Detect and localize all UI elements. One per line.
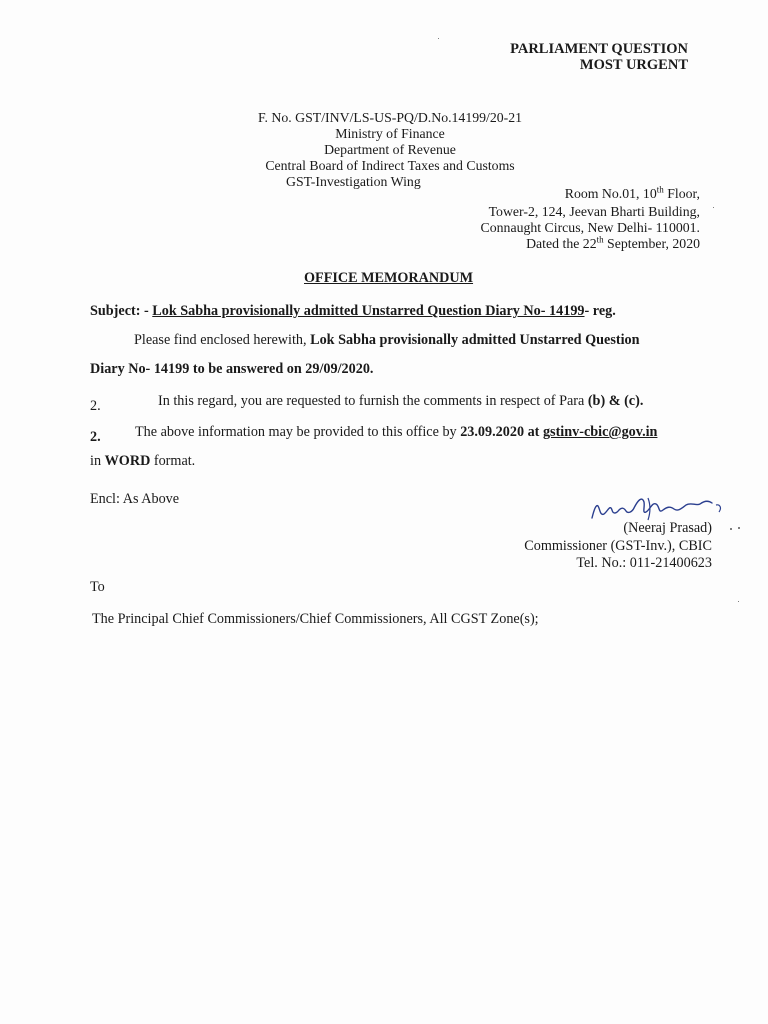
para2-text: In this regard, you are requested to furnish the comments in respect of Para (b) & (c). xyxy=(158,393,644,409)
subject-suffix: - reg. xyxy=(584,303,616,319)
subject-label: Subject: - xyxy=(90,303,153,319)
file-number: F. No. GST/INV/LS-US-PQ/D.No.14199/20-21 xyxy=(257,110,523,125)
wing-name: GST-Investigation Wing xyxy=(286,174,421,189)
address-block xyxy=(481,186,700,252)
header-line-1: PARLIAMENT QUESTION xyxy=(510,41,688,57)
room-line: Room No.01, 10th Floor, xyxy=(564,184,700,201)
enclosure-line: Encl: As Above xyxy=(90,491,180,507)
signatory-tel: Tel. No.: 011-21400623 xyxy=(576,555,712,571)
para3-text: The above information may be provided to this office by 23.09.2020 at gstinv-cbic@gov.in xyxy=(135,424,658,440)
para3-number: 2. xyxy=(90,429,101,445)
tower-line: Tower-2, 124, Jeevan Bharti Building, xyxy=(488,204,700,219)
circus-line: Connaught Circus, New Delhi- 110001. xyxy=(480,220,700,235)
signatory-name: (Neeraj Prasad) xyxy=(623,520,712,536)
dated-line: Dated the 22th September, 2020 xyxy=(526,234,700,251)
para1-line1: Please find enclosed herewith, Lok Sabha provisionally admitted Unstarred Question xyxy=(134,332,640,348)
signatory-designation: Commissioner (GST-Inv.), CBIC xyxy=(524,538,712,554)
parliament-question-label xyxy=(510,41,688,73)
ministry-name: Ministry of Finance xyxy=(335,126,445,141)
subject-line xyxy=(90,303,616,320)
para2-number: 2. xyxy=(90,398,101,414)
header-line-2: MOST URGENT xyxy=(579,57,688,73)
to-label: To xyxy=(90,579,105,595)
para1-line2: Diary No- 14199 to be answered on 29/09/2020. xyxy=(90,361,374,377)
ministry-block xyxy=(230,110,550,190)
board-name: Central Board of Indirect Taxes and Customs xyxy=(265,158,515,173)
department-name: Department of Revenue xyxy=(324,142,456,157)
subject-text: Lok Sabha provisionally admitted Unstarred Question Diary No- 14199 xyxy=(152,303,585,319)
email-link[interactable]: gstinv-cbic@gov.in xyxy=(542,424,658,440)
memo-title: OFFICE MEMORANDUM xyxy=(304,270,474,286)
recipients-line: The Principal Chief Commissioners/Chief Commissioners, All CGST Zone(s); xyxy=(92,611,539,627)
para3-line2: in WORD format. xyxy=(90,453,196,469)
